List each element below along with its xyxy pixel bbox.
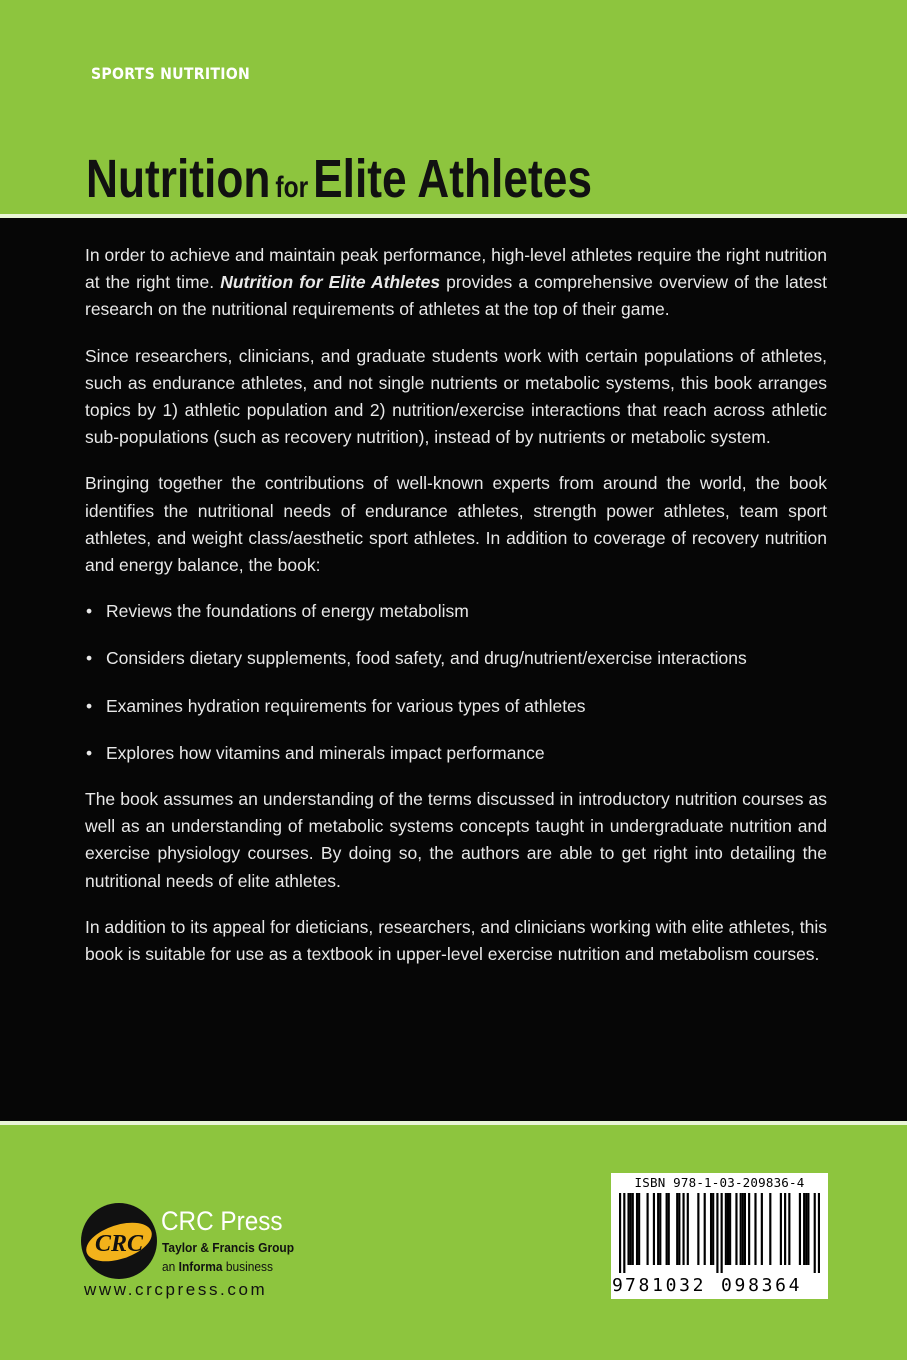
title-part2: Elite Athletes	[313, 149, 592, 209]
publisher-informa	[162, 1259, 273, 1274]
list-item	[85, 598, 827, 625]
description-text	[85, 242, 827, 968]
bullet-icon: •	[86, 601, 93, 622]
barcode-bar	[769, 1193, 771, 1265]
list-item	[85, 740, 827, 767]
feature-list	[85, 598, 827, 767]
bullet-icon: •	[86, 648, 93, 669]
barcode-bar	[710, 1193, 712, 1265]
barcode-bar	[725, 1193, 727, 1265]
title-connector: for	[275, 171, 309, 204]
barcode-bar	[818, 1193, 820, 1273]
barcode-bar	[784, 1193, 786, 1265]
description-panel	[0, 218, 907, 1121]
barcode-bar	[687, 1193, 689, 1265]
barcode-bar	[805, 1193, 807, 1265]
barcode-bar	[740, 1193, 742, 1265]
informa-suffix: business	[222, 1259, 274, 1274]
barcode-bar	[619, 1193, 621, 1273]
cover-header	[0, 0, 907, 214]
paragraph-4: The book assumes an understanding of the terms discussed in introductory nutrition courses as well as an understanding of metabolic systems concepts taught in undergraduate nutrition and exercise physiology courses. By doing so, the authors are able to get right into detailing the nutritional needs of elite athletes.	[85, 789, 827, 891]
publisher-block	[80, 1202, 340, 1312]
barcode-bar	[623, 1193, 625, 1273]
intro-end: provides a comprehensive overview of the latest research on the nutritional requirements of athletes at the top of their game.	[85, 272, 827, 320]
publisher-name: CRC Press	[161, 1206, 283, 1236]
barcode-bar	[780, 1193, 782, 1265]
publisher-group: Taylor & Francis Group	[162, 1240, 295, 1255]
barcode-bar	[727, 1193, 729, 1265]
barcode-bar	[632, 1193, 634, 1265]
publisher-url: www.crcpress.com	[84, 1280, 268, 1299]
series-label: SPORTS NUTRITION	[91, 64, 251, 83]
barcode-bar	[676, 1193, 678, 1265]
barcode-bar	[638, 1193, 640, 1265]
barcode-bar	[678, 1193, 680, 1265]
list-item-text: Reviews the foundations of energy metabolism	[106, 601, 469, 622]
barcode-digits-left: 781032	[625, 1275, 707, 1296]
paragraph-3: Bringing together the contributions of well-known experts from around the world, the book identifies the nutritional needs of endurance athletes, strength power athletes, team sport athletes, and weight class/aesthetic sport athletes. In addition to coverage of recovery nutrition and energy balance, the book:	[85, 473, 827, 576]
paragraph-intro	[85, 242, 827, 324]
barcode-bar	[697, 1193, 699, 1265]
isbn-barcode	[611, 1173, 828, 1299]
barcode-bar	[788, 1193, 790, 1265]
informa-prefix: an	[162, 1259, 179, 1274]
crc-logo-text: CRC	[94, 1231, 144, 1257]
barcode-bars	[619, 1193, 820, 1273]
barcode-bar	[668, 1193, 670, 1265]
list-item	[85, 693, 827, 720]
isbn-label: ISBN 978-1-03-209836-4	[634, 1175, 805, 1190]
bullet-icon: •	[86, 695, 93, 716]
barcode-bar	[799, 1193, 801, 1265]
barcode-bar	[729, 1193, 731, 1265]
barcode-bar	[627, 1193, 629, 1265]
barcode-bar	[744, 1193, 746, 1265]
barcode-bar	[761, 1193, 763, 1265]
barcode-bar	[704, 1193, 706, 1265]
barcode-bar	[630, 1193, 632, 1265]
informa-brand: Informa	[178, 1259, 223, 1274]
title-part1: Nutrition	[86, 149, 271, 209]
barcode-bar	[647, 1193, 649, 1265]
intro-start: In order to achieve and maintain peak performance, high-level athletes require the right nutrition at the right time.	[85, 245, 827, 293]
barcode-bar	[754, 1193, 756, 1265]
barcode-bar	[814, 1193, 816, 1273]
list-item-text: Explores how vitamins and minerals impact performance	[106, 742, 545, 763]
barcode-bar	[807, 1193, 809, 1265]
barcode-bar	[653, 1193, 655, 1265]
list-item-text: Examines hydration requirements for various types of athletes	[106, 695, 586, 716]
paragraph-2: Since researchers, clinicians, and graduate students work with certain populations of athletes, such as endurance athletes, and not single nutrients or metabolic systems, this book arranges topics by 1) athletic population and 2) nutrition/exercise interactions that reach across athletic sub-populations (such as recovery nutrition), instead of by nutrients or metabolic system.	[85, 345, 827, 448]
barcode-bar	[712, 1193, 714, 1265]
barcode-bar	[636, 1193, 638, 1265]
book-title	[86, 148, 592, 210]
list-item	[85, 645, 827, 672]
barcode-digit-first: 9	[612, 1275, 623, 1296]
barcode-digits-right: 098364	[721, 1275, 803, 1296]
barcode-bar	[742, 1193, 744, 1265]
divider-bottom	[0, 1121, 907, 1125]
barcode-bar	[659, 1193, 661, 1265]
barcode-bar	[803, 1193, 805, 1265]
crc-logo-icon	[80, 1202, 158, 1280]
barcode-bar	[682, 1193, 684, 1265]
bullet-icon: •	[86, 742, 93, 763]
intro-book-title: Nutrition for Elite Athletes	[220, 272, 441, 293]
list-item-text: Considers dietary supplements, food safety, and drug/nutrient/exercise interactions	[106, 648, 747, 669]
barcode-bar	[735, 1193, 737, 1265]
barcode-bar	[716, 1193, 718, 1273]
barcode-bar	[657, 1193, 659, 1265]
barcode-bar	[748, 1193, 750, 1265]
paragraph-5: In addition to its appeal for dieticians, researchers, and clinicians working with elite athletes, this book is suitable for use as a textbook in upper-level exercise nutrition and metabolism courses.	[85, 916, 827, 965]
barcode-bar	[666, 1193, 668, 1265]
barcode-bar	[721, 1193, 723, 1273]
